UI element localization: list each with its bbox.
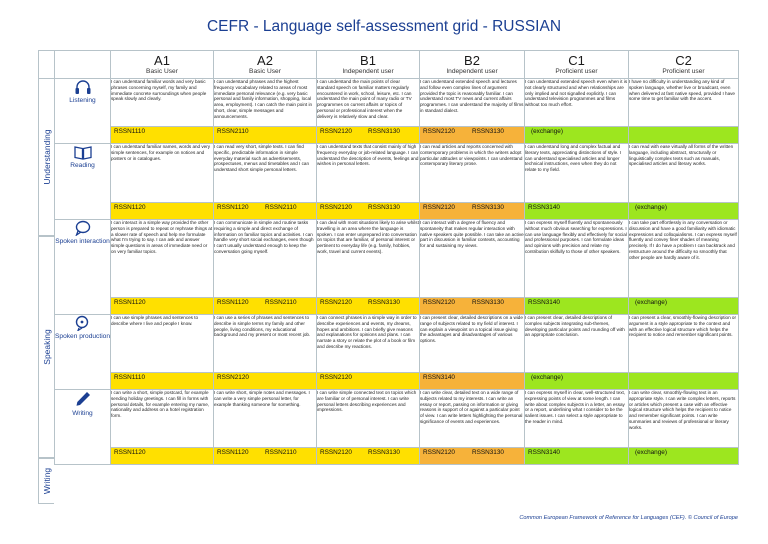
course-code: RSSN2120 — [423, 299, 455, 306]
course-code-cell — [111, 203, 214, 220]
course-code-cell — [214, 127, 317, 144]
course-code: RSSN2120 — [320, 204, 352, 211]
level-header-c2 — [629, 51, 739, 79]
descriptor-cell: I can deal with most situations likely to arise whilst travelling in an area where the language is spoken. I can enter unprepared into conversation on topics that are familiar, of personal interest or pertinent to everyday life (e.g. family, hobbies, work, travel and current events). — [317, 220, 420, 298]
course-code-cell — [111, 127, 214, 144]
course-code-cell — [214, 203, 317, 220]
course-code: RSSN2120 — [320, 128, 352, 135]
descriptor-cell: I can present clear, detailed descriptions on a wide range of subjects related to my field of interest. I can explain a viewpoint on a topical issue giving the advantages and disadvantages of various options. — [420, 315, 525, 373]
course-code: (exchange) — [531, 128, 563, 135]
course-code: RSSN1110 — [114, 128, 146, 135]
course-code-cell — [317, 203, 420, 220]
descriptor-cell: I can understand long and complex factual and literary texts, appreciating distinctions of style. I can understand specialised articles and longer technical instructions, even when they do not relate to my field. — [525, 144, 629, 203]
descriptor-cell: I can present clear, detailed descriptions of complex subjects integrating sub-themes, developing particular points and rounding off with an appropriate conclusion. — [525, 315, 629, 373]
descriptor-cell: I can write a short, simple postcard, for example sending holiday greetings. I can fill in forms with personal details, for example entering my name, nationality and address on a hotel registration form. — [111, 390, 214, 448]
course-code-cell — [629, 203, 739, 220]
level-code: C2 — [675, 53, 692, 68]
skill-row — [39, 220, 739, 298]
course-code: RSSN2120 — [217, 374, 249, 381]
course-code-row — [39, 298, 739, 315]
level-label: Proficient user — [555, 68, 598, 75]
course-code: RSSN2120 — [320, 299, 352, 306]
skill-row — [39, 390, 739, 448]
course-code: RSSN1120 — [217, 299, 249, 306]
descriptor-cell: I can read very short, simple texts. I can find specific, predictable information in simple everyday material such as advertisements, prospectuses, menus and timetables and I can understand short simple personal letters. — [214, 144, 317, 203]
level-label: Proficient user — [662, 68, 705, 75]
course-code: RSSN3130 — [472, 128, 504, 135]
course-code: RSSN3130 — [368, 128, 400, 135]
descriptor-cell: I can read with ease virtually all forms of the written language, including abstract, structurally or linguistically complex texts such as manuals, specialised articles and literary works. — [629, 144, 739, 203]
course-code: RSSN1120 — [114, 449, 146, 456]
assessment-grid — [38, 50, 739, 465]
descriptor-cell: I can connect phrases in a simple way in order to describe experiences and events, my dreams, hopes and ambitions. I can briefly give reasons and explanations for opinions and plans. I can narrate a story or relate the plot of a book or film and describe my reactions. — [317, 315, 420, 373]
skill-name: Spoken production — [55, 333, 110, 340]
course-code-cell — [420, 373, 525, 390]
course-code: RSSN1110 — [114, 374, 146, 381]
section-gutter — [39, 144, 55, 220]
course-code-cell — [525, 203, 629, 220]
course-code-cell — [525, 127, 629, 144]
section-gutter — [39, 220, 55, 315]
course-code: RSSN2110 — [265, 204, 297, 211]
course-code: RSSN3130 — [472, 299, 504, 306]
level-label: Basic User — [249, 68, 281, 75]
course-code: RSSN2120 — [423, 449, 455, 456]
level-header-b1 — [317, 51, 420, 79]
level-label: Independent user — [446, 68, 498, 75]
descriptor-cell: I can write clear, smoothly-flowing text in an appropriate style. I can write complex letters, reports or articles which present a case with an effective logical structure which helps the recipient to notice and remember significant points. I can write summaries and reviews of professional or literary works. — [629, 390, 739, 448]
course-code: RSSN3140 — [528, 204, 560, 211]
skill-cell — [55, 220, 111, 315]
course-code-cell — [629, 448, 739, 465]
level-code: B1 — [360, 53, 376, 68]
course-code: (exchange) — [531, 374, 563, 381]
descriptor-cell: I can communicate in simple and routine tasks requiring a simple and direct exchange of information on familiar topics and activities. I can handle very short social exchanges, even though I can't usually understand enough to keep the conversation going myself. — [214, 220, 317, 298]
course-code-row — [39, 373, 739, 390]
course-code-cell — [214, 298, 317, 315]
descriptor-cell: I can write simple connected text on topics which are familiar or of personal interest. I can write personal letters describing experiences and impressions. — [317, 390, 420, 448]
course-code-cell — [420, 298, 525, 315]
descriptor-cell: I can interact in a simple way provided the other person is prepared to repeat or rephrase things at a slower rate of speech and help me formulate what I'm trying to say. I can ask and answer simple questions in areas of immediate need or on very familiar topics. — [111, 220, 214, 298]
level-label: Independent user — [342, 68, 394, 75]
course-code: RSSN3130 — [472, 204, 504, 211]
course-code: RSSN1120 — [114, 204, 146, 211]
level-header-row — [39, 51, 739, 79]
skill-row — [39, 315, 739, 373]
headphones-icon — [55, 79, 110, 95]
course-code: RSSN1120 — [217, 204, 249, 211]
course-code-cell — [629, 298, 739, 315]
descriptor-cell: I can understand texts that consist mainly of high frequency everyday or job-related language. I can understand the description of events, feelings and wishes in personal letters. — [317, 144, 420, 203]
skill-cell — [55, 315, 111, 390]
header-spacer — [55, 51, 111, 79]
section-label-understanding: Understanding — [41, 129, 52, 185]
descriptor-cell: I can present a clear, smoothly-flowing description or argument in a style appropriate to the context and with an effective logical structure which helps the recipient to notice and remember significant points. — [629, 315, 739, 373]
course-code: RSSN2120 — [423, 128, 455, 135]
course-code: RSSN2120 — [423, 204, 455, 211]
course-code: RSSN2110 — [217, 128, 249, 135]
course-code: RSSN3130 — [368, 449, 400, 456]
course-code: RSSN3130 — [472, 449, 504, 456]
section-label-speaking: Speaking — [41, 329, 52, 365]
descriptor-cell: I can write short, simple notes and messages. I can write a very simple personal letter, for example thanking someone for something. — [214, 390, 317, 448]
course-code-cell — [317, 127, 420, 144]
course-code-row — [39, 203, 739, 220]
level-code: A2 — [257, 53, 273, 68]
course-code-cell — [525, 298, 629, 315]
course-code-cell — [525, 448, 629, 465]
course-code: (exchange) — [635, 204, 667, 211]
skill-name: Spoken interaction — [55, 238, 110, 245]
course-code-row — [39, 127, 739, 144]
level-header-b2 — [420, 51, 525, 79]
course-code: RSSN3140 — [423, 374, 455, 381]
book-icon — [55, 144, 110, 160]
course-code-row — [39, 448, 739, 465]
descriptor-cell: I can express myself fluently and spontaneously without much obvious searching for expressions. I can use language flexibly and effectively for social and professional purposes. I can formulate ideas and opinions with precision and relate my contribution skilfully to those of other speakers. — [525, 220, 629, 298]
course-code-cell — [214, 373, 317, 390]
course-code-cell — [111, 373, 214, 390]
descriptor-cell: I can use simple phrases and sentences to describe where I live and people I know. — [111, 315, 214, 373]
level-label: Basic User — [146, 68, 178, 75]
level-code: C1 — [568, 53, 585, 68]
skill-cell — [55, 79, 111, 144]
descriptor-cell: I can use a series of phrases and sentences to describe in simple terms my family and other people, living conditions, my educational background and my present or most recent job. — [214, 315, 317, 373]
course-code: (exchange) — [635, 449, 667, 456]
course-code: RSSN1120 — [217, 449, 249, 456]
descriptor-cell: I can understand extended speech even when it is not clearly structured and when relationships are only implied and not signalled explicitly. I can understand television programmes and films without too much effort. — [525, 79, 629, 127]
descriptor-cell: I can understand the main points of clear standard speech on familiar matters regularly encountered in work, school, leisure, etc. I can understand the main point of many radio or TV programmes on current affairs or topics of personal or professional interest when the delivery is relatively slow and clear. — [317, 79, 420, 127]
descriptor-cell: I can understand familiar names, words and very simple sentences, for example on notices and posters or in catalogues. — [111, 144, 214, 203]
level-code: B2 — [464, 53, 480, 68]
course-code-cell — [317, 298, 420, 315]
course-code-cell — [317, 373, 420, 390]
footer-credit: Common European Framework of Reference for Languages (CEF). © Council of Europe — [519, 515, 738, 521]
course-code: RSSN3140 — [528, 299, 560, 306]
level-code: A1 — [154, 53, 170, 68]
descriptor-cell: I can understand phrases and the highest frequency vocabulary related to areas of most immediate personal relevance (e.g. very basic personal and family information, shopping, local area, employment). I can catch the main point in short, clear, simple messages and announcements. — [214, 79, 317, 127]
course-code-cell — [420, 448, 525, 465]
descriptor-cell: I can read articles and reports concerned with contemporary problems in which the writers adopt particular attitudes or viewpoints. I can understand contemporary literary prose. — [420, 144, 525, 203]
skill-cell — [55, 390, 111, 465]
course-code-cell — [420, 127, 525, 144]
course-code: RSSN3130 — [368, 299, 400, 306]
descriptor-cell: I can write clear, detailed text on a wide range of subjects related to my interests. I can write an essay or report, passing on information or giving reasons in support of or against a particular point of view. I can write letters highlighting the personal significance of events and experiences. — [420, 390, 525, 448]
course-code-cell — [420, 203, 525, 220]
page-title: CEFR - Language self-assessment grid - RUSSIAN — [206, 18, 562, 35]
course-code-cell — [629, 373, 739, 390]
descriptor-cell: I can express myself in clear, well-structured text, expressing points of view at some length. I can write about complex subjects in a letter, an essay or a report, underlining what I consider to be the salient issues. I can select a style appropriate to the reader in mind. — [525, 390, 629, 448]
header-spacer — [39, 51, 55, 79]
section-label-writing: Writing — [41, 467, 52, 495]
course-code-cell — [214, 448, 317, 465]
descriptor-cell: I can understand familiar words and very basic phrases concerning myself, my family and immediate concrete surroundings when people speak slowly and clearly. — [111, 79, 214, 127]
skill-cell — [55, 144, 111, 220]
speech-bubble-icon — [55, 220, 110, 236]
section-gutter — [39, 390, 55, 465]
skill-row — [39, 79, 739, 127]
skill-name: Listening — [69, 97, 96, 104]
section-gutter — [39, 315, 55, 390]
course-code: (exchange) — [635, 299, 667, 306]
course-code: RSSN2110 — [265, 449, 297, 456]
level-header-a1 — [111, 51, 214, 79]
course-code: RSSN2120 — [320, 449, 352, 456]
course-code: RSSN3130 — [368, 204, 400, 211]
course-code-cell — [629, 127, 739, 144]
course-code-cell — [317, 448, 420, 465]
descriptor-cell: I can interact with a degree of fluency and spontaneity that makes regular interaction with native speakers quite possible. I can take an active part in discussion in familiar contexts, accounting for and sustaining my views. — [420, 220, 525, 298]
course-code-cell — [111, 448, 214, 465]
skill-name: Reading — [70, 162, 95, 169]
course-code: RSSN2120 — [320, 374, 352, 381]
course-code-cell — [525, 373, 629, 390]
speaker-head-icon — [55, 315, 110, 331]
level-header-c1 — [525, 51, 629, 79]
course-code: RSSN1120 — [114, 299, 146, 306]
skill-name: Writing — [72, 410, 93, 417]
section-gutter — [39, 79, 55, 144]
course-code: RSSN2110 — [265, 299, 297, 306]
descriptor-cell: I can take part effortlessly in any conversation or discussion and have a good familiarity with idiomatic expressions and colloquialisms. I can express myself fluently and convey finer shades of meaning precisely. If I do have a problem I can backtrack and restructure around the difficulty so smoothly that other people are hardly aware of it. — [629, 220, 739, 298]
level-header-a2 — [214, 51, 317, 79]
descriptor-cell: I can understand extended speech and lectures and follow even complex lines of argument provided the topic is reasonably familiar. I can understand most TV news and current affairs programmes. I can understand the majority of films in standard dialect. — [420, 79, 525, 127]
skill-row — [39, 144, 739, 203]
pen-icon — [55, 390, 110, 408]
descriptor-cell: I have no difficulty in understanding any kind of spoken language, whether live or broadcast, even when delivered at fast native speed, provided I have some time to get familiar with the accent. — [629, 79, 739, 127]
course-code: RSSN3140 — [528, 449, 560, 456]
course-code-cell — [111, 298, 214, 315]
